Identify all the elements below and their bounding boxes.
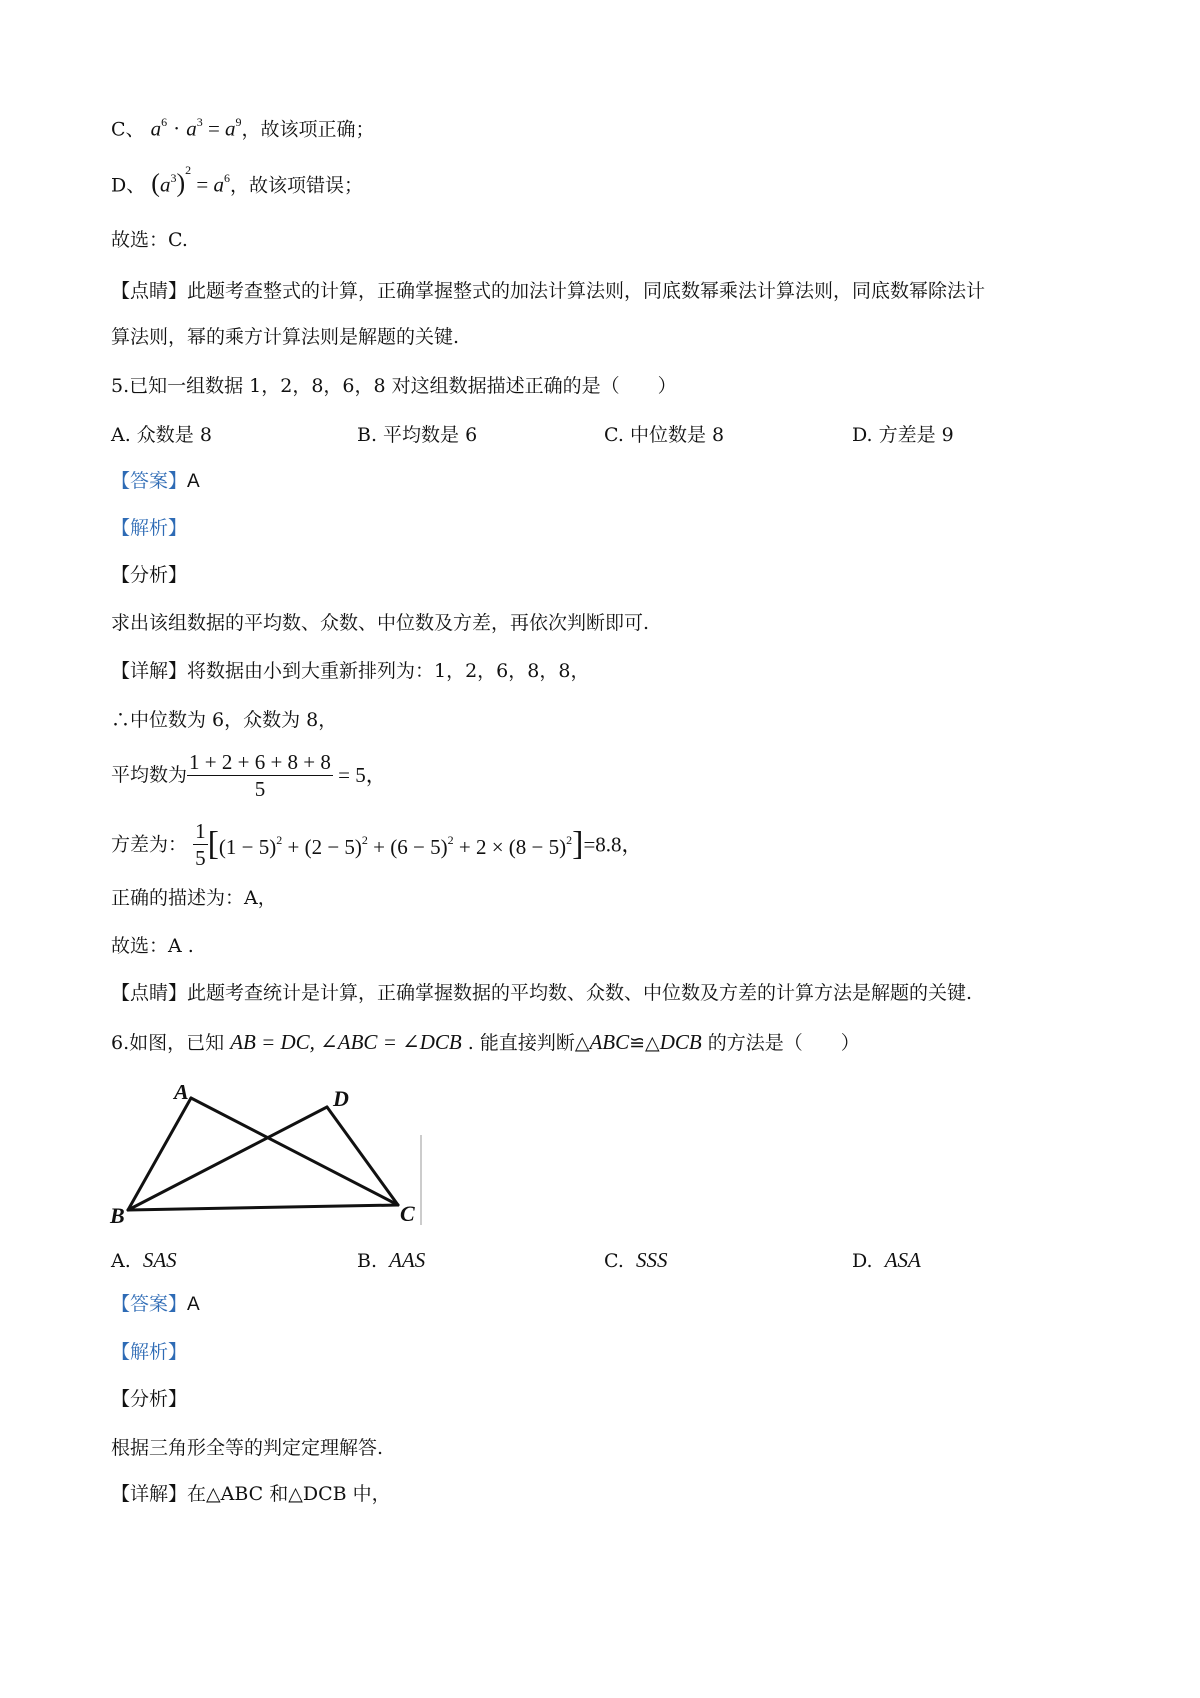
q5-choice: 故选：A . [111, 935, 194, 957]
q5-question: 5.已知一组数据 1，2，8，6，8 对这组数据描述正确的是（ ） [111, 375, 677, 397]
q6-question [111, 1028, 860, 1057]
q5-option-a: A. 众数是 8 [111, 424, 212, 446]
q5-therefore: ∴中位数为 6，众数为 8， [111, 709, 338, 731]
mean-prefix: 平均数为 [111, 764, 188, 786]
variance-term: + 2 × (8 − 5) [453, 835, 567, 859]
variance-prefix: 方差为： [111, 833, 188, 856]
q5-option-c: C. 中位数是 8 [604, 424, 725, 446]
exponent: 9 [235, 115, 242, 129]
fraction-denominator: 5 [254, 776, 266, 801]
q6-option-d [852, 1246, 921, 1275]
q5-fenxi-text: 求出该组数据的平均数、众数、中位数及方差，再依次判断即可. [111, 612, 650, 634]
left-bracket: [ [207, 825, 219, 863]
q5-answer-line [111, 467, 200, 496]
q5-analysis-tag: 【解析】 [111, 517, 188, 539]
answer-tag: 【答案】 [111, 1293, 188, 1315]
fraction-numerator: 1 [195, 819, 206, 843]
q5-mean-line [111, 744, 387, 805]
exponent: 2 [361, 833, 368, 847]
item-c-suffix: ，故该项正确； [241, 118, 375, 141]
option-letter: D. [852, 1250, 873, 1272]
math-a: a [213, 172, 224, 197]
math-a: a [225, 116, 236, 141]
q5-comment: 【点睛】此题考查统计是计算，正确掌握数据的平均数、众数、中位数及方差的计算方法是解题的关键. [111, 982, 973, 1004]
q4-comment-line2: 算法则，幂的乘方计算法则是解题的关键. [111, 326, 460, 348]
answer-value: A [187, 471, 200, 492]
q6-analysis-tag: 【解析】 [111, 1341, 188, 1363]
math-a: a [150, 116, 162, 141]
math-a: a [186, 116, 197, 141]
fraction-numerator: 1 + 2 + 6 + 8 + 8 [189, 749, 331, 774]
q6-prefix: 6.如图，已知 [111, 1032, 225, 1054]
left-paren: ( [151, 168, 160, 198]
option-value: ASA [884, 1248, 921, 1272]
q6-fenxi-tag: 【分析】 [111, 1388, 188, 1410]
segment-dc [327, 1107, 398, 1205]
mean-result: = 5， [332, 763, 387, 787]
q5-option-d: D. 方差是 9 [852, 424, 954, 446]
variance-terms [219, 835, 572, 859]
segment-bc [128, 1205, 398, 1210]
q6-answer-line [111, 1290, 200, 1319]
item-c-prefix: C、 [111, 118, 145, 141]
q6-option-c [604, 1246, 668, 1275]
right-paren: ) [176, 168, 186, 198]
option-letter: A. [111, 1250, 131, 1272]
q6-fenxi-text: 根据三角形全等的判定定理解答. [111, 1437, 384, 1459]
q6-condition: AB = DC, ∠ABC = ∠DCB [230, 1030, 462, 1054]
option-letter: C. [604, 1250, 624, 1272]
exponent: 3 [170, 171, 177, 185]
variance-term: + (2 − 5) [282, 835, 362, 859]
q5-fenxi-tag: 【分析】 [111, 564, 188, 586]
vertex-label-b: B [110, 1203, 125, 1228]
variance-coefficient [193, 818, 208, 871]
q4-comment-line1: 【点睛】此题考查整式的计算，正确掌握整式的加法计算法则，同底数幂乘法计算法则，同底数幂除法计 [111, 280, 986, 302]
q5-detail: 【详解】将数据由小到大重新排列为：1，2，6，8，8， [111, 660, 590, 682]
item-c-line [111, 110, 375, 143]
vertex-label-a: A [174, 1085, 189, 1104]
congruent-symbol: ≌△ [629, 1032, 660, 1054]
option-value: SAS [142, 1248, 177, 1272]
equals-sign: = [202, 116, 226, 141]
dot-operator: · [173, 116, 181, 141]
math-a: a [159, 172, 171, 197]
exponent: 2 [566, 833, 573, 847]
variance-term: + (6 − 5) [367, 835, 448, 859]
triangle-figure [108, 1085, 428, 1230]
exponent: 6 [161, 115, 168, 129]
exponent: 2 [447, 833, 454, 847]
q6-detail: 【详解】在△ABC 和△DCB 中， [111, 1483, 391, 1505]
right-bracket: ] [572, 825, 584, 863]
q5-variance-line [111, 812, 643, 877]
answer-tag: 【答案】 [111, 470, 188, 492]
item-d-prefix: D、 [111, 174, 146, 197]
q6-mid: . 能直接判断△ [467, 1032, 590, 1054]
q5-option-b: B. 平均数是 6 [357, 424, 478, 446]
option-letter: B. [357, 1250, 378, 1272]
variance-term: (1 − 5) [218, 835, 277, 859]
item-d-line [111, 163, 363, 199]
q6-option-b [357, 1246, 425, 1275]
exponent: 2 [185, 163, 192, 177]
exponent: 2 [276, 833, 283, 847]
q5-correct: 正确的描述为：A， [111, 887, 277, 909]
triangle-dcb: DCB [659, 1030, 702, 1054]
item-d-suffix: ，故该项错误； [229, 174, 363, 197]
exponent: 6 [223, 171, 230, 185]
answer-value: A [187, 1294, 200, 1315]
exponent: 3 [196, 115, 203, 129]
vertex-label-d: D [333, 1086, 349, 1111]
segment-ac [191, 1098, 398, 1205]
q4-choice: 故选：C. [111, 229, 188, 251]
equals-sign: = [191, 172, 214, 197]
fraction-denominator: 5 [195, 846, 206, 870]
mean-fraction [187, 749, 333, 802]
triangle-abc: ABC [589, 1030, 630, 1054]
q6-suffix: 的方法是（ ） [707, 1032, 860, 1054]
option-value: AAS [389, 1248, 426, 1272]
variance-result: =8.8， [583, 832, 643, 857]
vertex-label-c: C [400, 1201, 415, 1226]
q6-option-a [111, 1246, 177, 1275]
option-value: SSS [636, 1248, 668, 1272]
